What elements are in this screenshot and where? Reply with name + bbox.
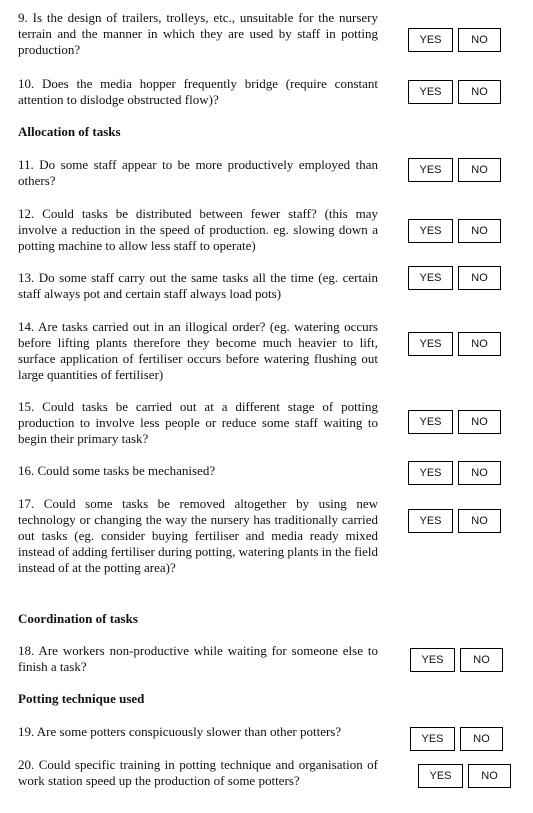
q15-no-box[interactable]: NO: [458, 410, 501, 434]
q18-no-box[interactable]: NO: [460, 648, 503, 672]
q13-yes-box[interactable]: YES: [408, 266, 453, 290]
q14-no-box[interactable]: NO: [458, 332, 501, 356]
q14-yes-box[interactable]: YES: [408, 332, 453, 356]
q17-no-box[interactable]: NO: [458, 509, 501, 533]
q10-yes-box[interactable]: YES: [408, 80, 453, 104]
q9-no-box[interactable]: NO: [458, 28, 501, 52]
q12-yes-box[interactable]: YES: [408, 219, 453, 243]
q13-no-box[interactable]: NO: [458, 266, 501, 290]
section-heading-potting: Potting technique used: [18, 691, 145, 706]
section-heading-allocation: Allocation of tasks: [18, 124, 121, 139]
q15-yes-box[interactable]: YES: [408, 410, 453, 434]
q11-yes-box[interactable]: YES: [408, 158, 453, 182]
q16-no-box[interactable]: NO: [458, 461, 501, 485]
question-13: 13. Do some staff carry out the same tasks all the time (eg. certain staff always pot and certain staff always load pots): [18, 270, 378, 301]
question-15: 15. Could tasks be carried out at a different stage of potting production to involve less people or reduce some staff waiting to begin their primary task?: [18, 399, 378, 446]
question-11: 11. Do some staff appear to be more productively employed than others?: [18, 157, 378, 188]
question-12: 12. Could tasks be distributed between fewer staff? (this may involve a reduction in the speed of production. eg. slowing down a potting machine to allow less staff to operate): [18, 206, 378, 253]
q11-no-box[interactable]: NO: [458, 158, 501, 182]
q20-yes-box[interactable]: YES: [418, 764, 463, 788]
q16-yes-box[interactable]: YES: [408, 461, 453, 485]
question-16: 16. Could some tasks be mechanised?: [18, 463, 216, 478]
q10-no-box[interactable]: NO: [458, 80, 501, 104]
q17-yes-box[interactable]: YES: [408, 509, 453, 533]
q19-yes-box[interactable]: YES: [410, 727, 455, 751]
q20-no-box[interactable]: NO: [468, 764, 511, 788]
question-9: 9. Is the design of trailers, trolleys, etc., unsuitable for the nursery terrain and the manner in which they are used by staff in potting production?: [18, 10, 378, 57]
q18-yes-box[interactable]: YES: [410, 648, 455, 672]
q12-no-box[interactable]: NO: [458, 219, 501, 243]
q9-yes-box[interactable]: YES: [408, 28, 453, 52]
question-10: 10. Does the media hopper frequently bridge (require constant attention to dislodge obstructed flow)?: [18, 76, 378, 107]
question-18: 18. Are workers non-productive while waiting for someone else to finish a task?: [18, 643, 378, 674]
q19-no-box[interactable]: NO: [460, 727, 503, 751]
section-heading-coordination: Coordination of tasks: [18, 611, 138, 626]
question-17: 17. Could some tasks be removed altogether by using new technology or changing the way the nursery has traditionally carried out tasks (eg. consider buying fertiliser and media ready mixed instead of adding fertiliser during potting, watering plants in the field instead of at the potting area)?: [18, 496, 378, 575]
question-14: 14. Are tasks carried out in an illogical order? (eg. watering occurs before lifting plants therefore they become much heavier to lift, surface application of fertiliser occurs before watering flushing out large quantities of fertiliser): [18, 319, 378, 382]
question-20: 20. Could specific training in potting technique and organisation of work station speed up the production of some potters?: [18, 757, 378, 788]
question-19: 19. Are some potters conspicuously slower than other potters?: [18, 724, 342, 739]
